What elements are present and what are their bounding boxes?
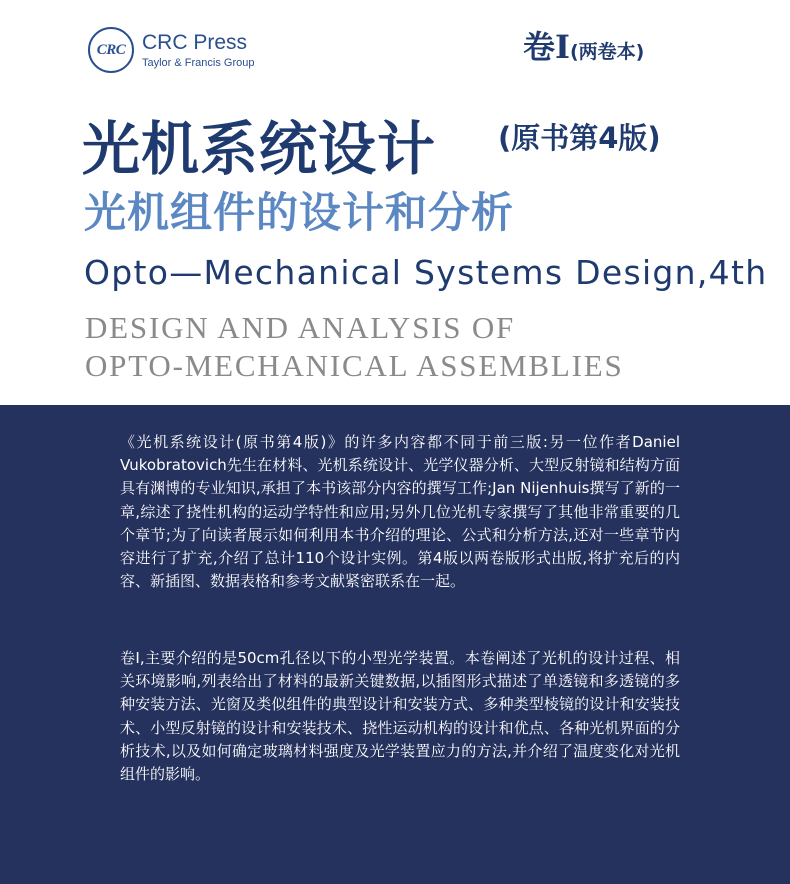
volume-label [523,22,644,68]
edition-label: (原书第4版) [498,121,661,155]
book-title-cn: 光机系统设计 [82,115,437,183]
cover-header [0,0,790,405]
volume-note: (两卷本) [569,41,645,63]
publisher-group: Taylor & Francis Group [142,56,255,69]
crc-logo-icon: CRC [88,27,134,73]
subtitle-en-line-1: DESIGN AND ANALYSIS OF [85,310,516,345]
description-paragraph: 《光机系统设计(原书第4版)》的许多内容都不同于前三版:另一位作者Daniel Vukobratovich先生在材料、光机系统设计、光学仪器分析、大型反射镜和结构方面具有渊博的专业知识,承担了本书该部分内容的撰写工作;Jan Nijenhuis撰写了新的一章,综述了挠性机构的运动学特性和应用;另外几位光机专家撰写了其他非常重要的几个章节;为了向读者展示如何利用本书介绍的理论、公式和分析方法,还对一些章节内容进行了扩充,介绍了总计110个设计实例。第4版以两卷版形式出版,将扩充后的内容、新插图、数据表格和参考文献紧密联系在一起。 [120,433,680,591]
publisher-logo [88,27,254,73]
volume-number: 卷Ⅰ [523,28,570,66]
description-panel [0,405,790,884]
subtitle-en-line-2: OPTO-MECHANICAL ASSEMBLIES [85,348,624,383]
book-title-en: Opto—Mechanical Systems Design,4th [84,253,768,292]
book-subtitle-en [85,309,624,385]
book-subtitle-cn: 光机组件的设计和分析 [84,188,515,237]
publisher-name: CRC Press [142,31,248,55]
description-paragraph: 卷I,主要介绍的是50cm孔径以下的小型光学装置。本卷阐述了光机的设计过程、相关环境影响,列表给出了材料的最新关键数据,以插图形式描述了单透镜和多透镜的多种安装方法、光窗及类似组件的典型设计和安装方式、多种类型棱镜的设计和安装技术、小型反射镜的设计和安装技术、挠性运动机构的设计和优点、各种光机界面的分析技术,以及如何确定玻璃材料强度及光学装置应力的方法,并介绍了温度变化对光机组件的影响。 [120,649,680,784]
publisher-text [142,31,254,68]
